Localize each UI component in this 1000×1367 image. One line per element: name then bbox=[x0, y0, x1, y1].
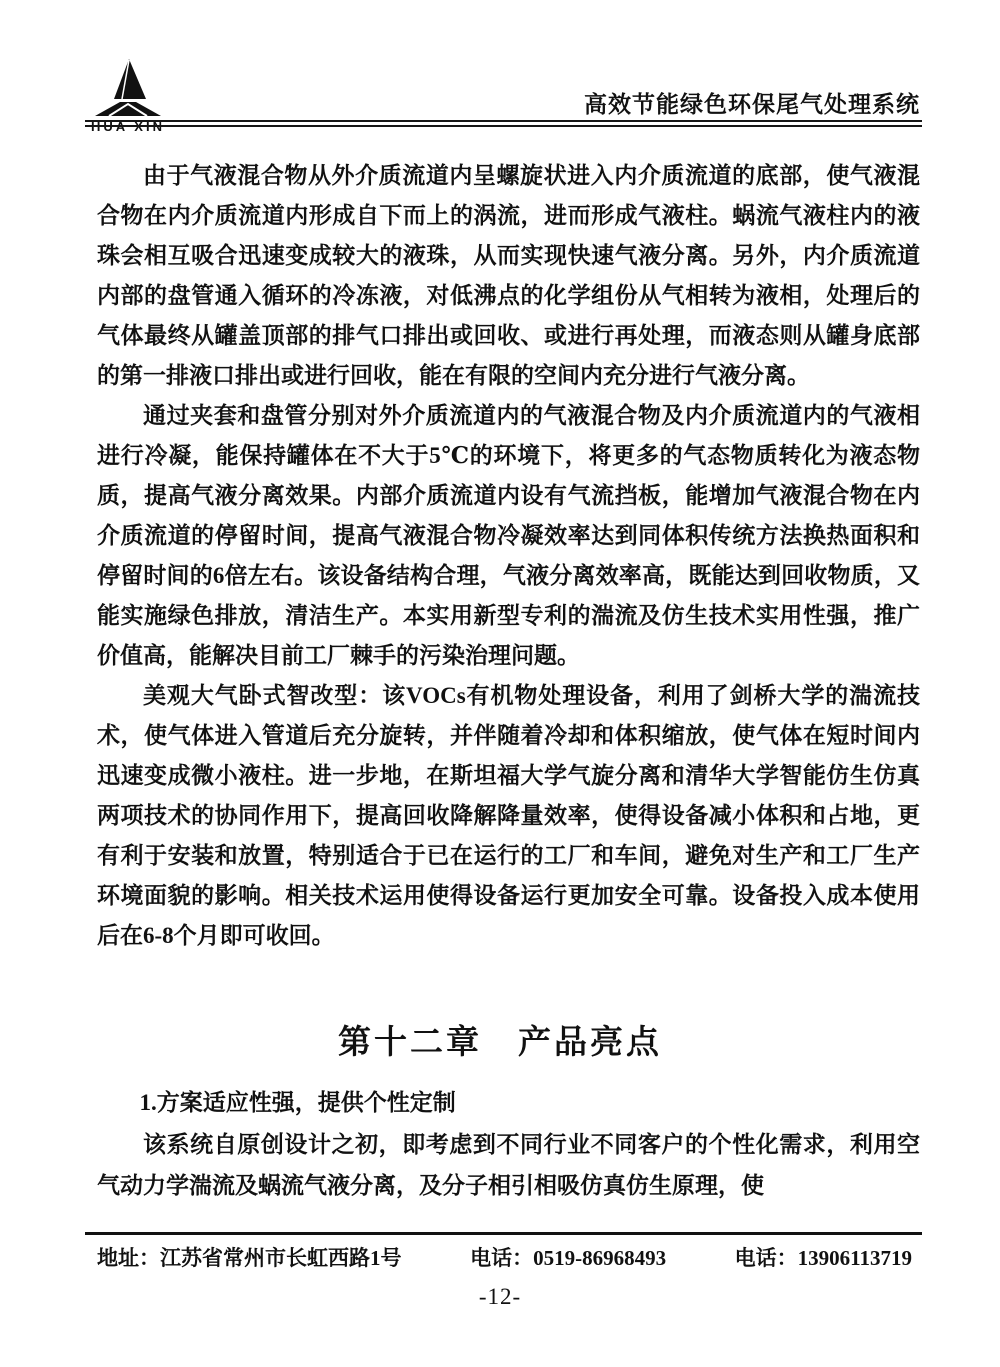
footer-address: 地址：江苏省常州市长虹西路1号 bbox=[97, 1246, 402, 1270]
chapter-title: 第十二章 产品亮点 bbox=[338, 1025, 662, 1061]
body-paragraph-1: 由于气液混合物从外介质流道内呈螺旋状进入内介质流道的底部，使气液混合物在内介质流道内形成自下而上的涡流，进而形成气液柱。蜗流气液柱内的液珠会相互吸合迅速变成较大的液珠，从而实现快速气液分离。另外，内介质流道内部的盘管通入循环的冷冻液，对低沸点的化学组份从气相转为液相，处理后的气体最终从罐盖顶部的排气口排出或回收、或进行再处理，而液态则从罐身底部的第一排液口排出或进行回收，能在有限的空间内充分进行气液分离。 bbox=[97, 163, 920, 388]
document-body bbox=[97, 156, 920, 956]
header-title: 高效节能绿色环保尾气处理系统 bbox=[584, 92, 920, 117]
page-number: -12- bbox=[478, 1284, 522, 1309]
footer-rule bbox=[85, 1232, 922, 1235]
footer-contact-row bbox=[97, 1242, 912, 1272]
footer-phone-1: 电话：0519-86968493 bbox=[470, 1246, 667, 1270]
section-item-title: 1.方案适应性强，提供个性定制 bbox=[139, 1090, 456, 1115]
header-rule bbox=[85, 120, 922, 127]
svg-text:HUA XIN: HUA XIN bbox=[91, 119, 165, 134]
footer-phone-2: 电话：13906113719 bbox=[734, 1246, 912, 1270]
section-paragraph: 该系统自原创设计之初，即考虑到不同行业不同客户的个性化需求，利用空气动力学湍流及蜗流气液分离，及分子相引相吸仿真仿生原理，使 bbox=[97, 1132, 920, 1198]
body-paragraph-2: 通过夹套和盘管分别对外介质流道内的气液混合物及内介质流道内的气液相进行冷凝，能保持罐体在不大于5℃的环境下，将更多的气态物质转化为液态物质，提高气液分离效果。内部介质流道内设有气流挡板，能增加气液混合物在内介质流道的停留时间，提高气液混合物冷凝效率达到同体积传统方法换热面积和停留时间的6倍左右。该设备结构合理，气液分离效率高，既能达到回收物质，又能实施绿色排放，清洁生产。本实用新型专利的湍流及仿生技术实用性强，推广价值高，能解决目前工厂棘手的污染治理问题。 bbox=[97, 403, 920, 668]
body-paragraph-3: 美观大气卧式智改型：该VOCs有机物处理设备，利用了剑桥大学的湍流技术，使气体进入管道后充分旋转，并伴随着冷却和体积缩放，使气体在短时间内迅速变成微小液柱。进一步地，在斯坦福大学气旋分离和清华大学智能仿生仿真两项技术的协同作用下，提高回收降解降量效率，使得设备减小体积和占地，更有利于安装和放置，特别适合于已在运行的工厂和车间，避免对生产和工厂生产环境面貌的影响。相关技术运用使得设备运行更加安全可靠。设备投入成本使用后在6-8个月即可收回。 bbox=[97, 683, 920, 948]
